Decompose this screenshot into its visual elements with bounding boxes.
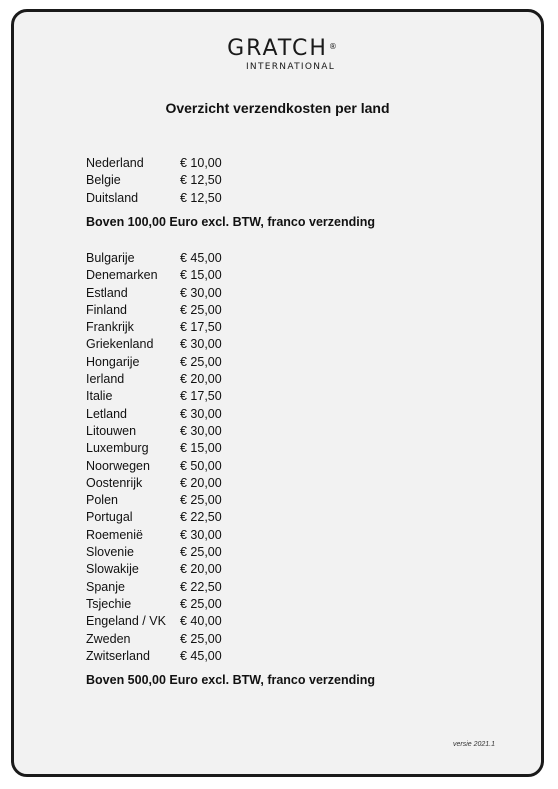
country-name: Spanje bbox=[86, 579, 125, 594]
rate-row bbox=[86, 579, 240, 596]
shipping-price: € 30,00 bbox=[180, 527, 222, 542]
shipping-price: € 10,00 bbox=[180, 156, 222, 170]
rate-row bbox=[86, 631, 240, 648]
country-name: Griekenland bbox=[86, 337, 154, 352]
country-name: Slovenie bbox=[86, 545, 134, 560]
page-title: Overzicht verzendkosten per land bbox=[165, 100, 390, 116]
country-name: Tsjechie bbox=[86, 596, 132, 611]
shipping-price: € 15,00 bbox=[180, 268, 222, 283]
rate-row bbox=[86, 267, 240, 284]
rate-row bbox=[86, 561, 240, 578]
shipping-price: € 25,00 bbox=[180, 354, 222, 369]
rate-row bbox=[86, 319, 240, 336]
rate-row bbox=[86, 302, 240, 319]
rate-row bbox=[86, 509, 240, 526]
rate-row bbox=[86, 250, 240, 267]
country-name: Denemarken bbox=[86, 268, 158, 283]
country-name: Italie bbox=[86, 389, 113, 404]
shipping-price: € 30,00 bbox=[180, 406, 222, 421]
country-name: Letland bbox=[86, 406, 128, 421]
rate-row bbox=[86, 440, 240, 457]
brand-logo bbox=[14, 38, 541, 72]
rate-row bbox=[86, 190, 240, 207]
shipping-price: € 25,00 bbox=[180, 545, 222, 560]
version-label: versie 2021.1 bbox=[452, 741, 495, 748]
country-name: Hongarije bbox=[86, 354, 140, 369]
shipping-price: € 20,00 bbox=[180, 562, 222, 577]
shipping-price: € 22,50 bbox=[180, 510, 222, 525]
rate-row bbox=[86, 527, 240, 544]
rate-row bbox=[86, 596, 240, 613]
domestic-rates-list bbox=[86, 155, 240, 207]
country-name: Zwitserland bbox=[86, 648, 150, 663]
rate-row bbox=[86, 492, 240, 509]
country-name: Zweden bbox=[86, 631, 131, 646]
shipping-price: € 30,00 bbox=[180, 285, 222, 300]
country-name: Estland bbox=[86, 285, 128, 300]
shipping-price: € 17,50 bbox=[180, 320, 222, 335]
shipping-price: € 25,00 bbox=[180, 302, 222, 317]
shipping-price: € 17,50 bbox=[180, 389, 222, 404]
shipping-price: € 50,00 bbox=[180, 458, 222, 473]
shipping-price: € 40,00 bbox=[180, 614, 222, 629]
shipping-price: € 25,00 bbox=[180, 493, 222, 508]
country-name: Roemenië bbox=[86, 527, 143, 542]
rate-row bbox=[86, 613, 240, 630]
rate-row bbox=[86, 406, 240, 423]
eu-free-shipping-note: Boven 500,00 Euro excl. BTW, franco verzending bbox=[86, 673, 375, 687]
country-name: Slowakije bbox=[86, 562, 139, 577]
country-name: Ierland bbox=[86, 372, 125, 387]
country-name: Finland bbox=[86, 302, 127, 317]
country-name: Nederland bbox=[86, 156, 144, 170]
registered-mark: ® bbox=[328, 42, 337, 51]
rate-row bbox=[86, 475, 240, 492]
rate-row bbox=[86, 354, 240, 371]
logo-subtitle: INTERNATIONAL bbox=[245, 62, 336, 72]
shipping-price: € 20,00 bbox=[180, 372, 222, 387]
country-name: Bulgarije bbox=[86, 251, 135, 265]
country-name: Oostenrijk bbox=[86, 475, 143, 490]
shipping-price: € 30,00 bbox=[180, 337, 222, 352]
rate-row bbox=[86, 155, 240, 172]
document-card bbox=[11, 9, 544, 777]
rate-row bbox=[86, 336, 240, 353]
logo-brand-name: GRATCH bbox=[227, 36, 328, 61]
shipping-price: € 20,00 bbox=[180, 475, 222, 490]
country-name: Luxemburg bbox=[86, 441, 149, 456]
shipping-price: € 30,00 bbox=[180, 423, 222, 438]
country-name: Frankrijk bbox=[86, 320, 134, 335]
country-name: Litouwen bbox=[86, 423, 137, 438]
shipping-price: € 12,50 bbox=[180, 190, 222, 205]
shipping-price: € 25,00 bbox=[180, 596, 222, 611]
shipping-price: € 45,00 bbox=[180, 251, 222, 265]
rate-row bbox=[86, 648, 240, 665]
rate-row bbox=[86, 388, 240, 405]
rate-row bbox=[86, 458, 240, 475]
country-name: Noorwegen bbox=[86, 458, 150, 473]
country-name: Engeland / VK bbox=[86, 614, 166, 629]
domestic-free-shipping-note: Boven 100,00 Euro excl. BTW, franco verzending bbox=[86, 215, 375, 229]
shipping-price: € 12,50 bbox=[180, 173, 222, 188]
rate-row bbox=[86, 371, 240, 388]
country-name: Belgie bbox=[86, 173, 121, 188]
country-name: Duitsland bbox=[86, 190, 139, 205]
rate-row bbox=[86, 285, 240, 302]
rate-row bbox=[86, 544, 240, 561]
country-name: Polen bbox=[86, 493, 118, 508]
shipping-price: € 25,00 bbox=[180, 631, 222, 646]
country-name: Portugal bbox=[86, 510, 133, 525]
shipping-price: € 45,00 bbox=[180, 648, 222, 663]
eu-rates-list bbox=[86, 250, 240, 665]
shipping-price: € 15,00 bbox=[180, 441, 222, 456]
rate-row bbox=[86, 172, 240, 189]
shipping-price: € 22,50 bbox=[180, 579, 222, 594]
rate-row bbox=[86, 423, 240, 440]
